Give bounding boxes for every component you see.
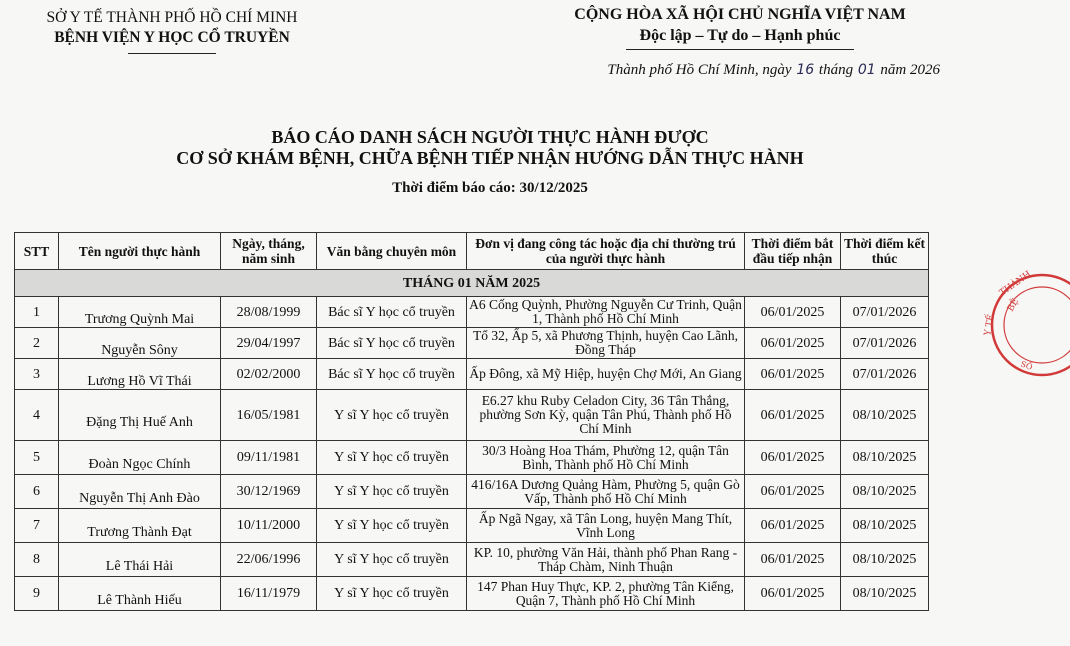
row-start-date: 06/01/2025: [745, 297, 841, 328]
report-title-line1: BÁO CÁO DANH SÁCH NGƯỜI THỰC HÀNH ĐƯỢC: [271, 127, 709, 147]
row-degree: Y sĩ Y học cổ truyền: [317, 441, 467, 475]
row-degree: Y sĩ Y học cổ truyền: [317, 543, 467, 577]
row-name: Đặng Thị Huế Anh: [59, 390, 221, 441]
col-header-name: Tên người thực hành: [59, 233, 221, 270]
row-name: Nguyễn Thị Anh Đào: [59, 475, 221, 509]
svg-text:THÀNH: THÀNH: [997, 269, 1034, 299]
month-group-row: [15, 270, 929, 297]
row-unit: 147 Phan Huy Thực, KP. 2, phường Tân Kiểng, Quận 7, Thành phố Hồ Chí Minh: [467, 577, 745, 611]
issuer-department: SỞ Y TẾ THÀNH PHỐ HỒ CHÍ MINH: [46, 9, 298, 26]
document-date: [540, 62, 940, 79]
row-dob: 16/11/1979: [221, 577, 317, 611]
row-stt: 4: [15, 390, 59, 441]
row-end-date: 07/01/2026: [841, 328, 929, 359]
stamp-seal-icon: [980, 266, 1070, 384]
table-header-row: [15, 233, 929, 270]
official-red-stamp: [980, 266, 1034, 384]
table-row: [15, 543, 929, 577]
col-header-degree: Văn bằng chuyên môn: [317, 233, 467, 270]
row-stt: 9: [15, 577, 59, 611]
date-month-handwritten: 01: [857, 62, 876, 78]
col-header-start: Thời điểm bắt đầu tiếp nhận: [745, 233, 841, 270]
row-end-date: 08/10/2025: [841, 390, 929, 441]
date-month-word: tháng: [818, 62, 854, 78]
row-unit: Ấp Ngã Ngay, xã Tân Long, huyện Mang Thít, Vĩnh Long: [467, 509, 745, 543]
row-stt: 5: [15, 441, 59, 475]
row-start-date: 06/01/2025: [745, 328, 841, 359]
report-title-line2: CƠ SỞ KHÁM BỆNH, CHỮA BỆNH TIẾP NHẬN HƯỚNG DẪN THỰC HÀNH: [176, 148, 804, 168]
table-row: [15, 390, 929, 441]
col-header-end: Thời điểm kết thúc: [841, 233, 929, 270]
table-row: [15, 359, 929, 390]
issuer-block: [22, 8, 322, 54]
row-name: Nguyễn Sôny: [59, 328, 221, 359]
col-header-dob: Ngày, tháng, năm sinh: [221, 233, 317, 270]
motto-underline: [626, 49, 854, 50]
row-unit: Ấp Đông, xã Mỹ Hiệp, huyện Chợ Mới, An Giang: [467, 359, 745, 390]
report-date: Thời điểm báo cáo: 30/12/2025: [392, 180, 588, 196]
month-group-label: THÁNG 01 NĂM 2025: [15, 270, 929, 297]
table-row: [15, 475, 929, 509]
row-unit: Tổ 32, Ấp 5, xã Phương Thịnh, huyện Cao Lãnh, Đồng Tháp: [467, 328, 745, 359]
issuer-underline: [128, 53, 216, 54]
table-row: [15, 577, 929, 611]
row-end-date: 08/10/2025: [841, 509, 929, 543]
svg-text:Y TẾ: Y TẾ: [983, 313, 997, 337]
col-header-unit: Đơn vị đang công tác hoặc địa chỉ thường trú của người thực hành: [467, 233, 745, 270]
row-end-date: 08/10/2025: [841, 543, 929, 577]
issuer-hospital: BỆNH VIỆN Y HỌC CỔ TRUYỀN: [54, 29, 290, 46]
table-row: [15, 509, 929, 543]
row-start-date: 06/01/2025: [745, 359, 841, 390]
row-start-date: 06/01/2025: [745, 577, 841, 611]
row-degree: Y sĩ Y học cổ truyền: [317, 475, 467, 509]
row-unit: 30/3 Hoàng Hoa Thám, Phường 12, quận Tân Bình, Thành phố Hồ Chí Minh: [467, 441, 745, 475]
row-dob: 09/11/1981: [221, 441, 317, 475]
practitioner-table: [14, 232, 929, 611]
table-row: [15, 297, 929, 328]
row-end-date: 08/10/2025: [841, 577, 929, 611]
row-dob: 22/06/1996: [221, 543, 317, 577]
report-title: [100, 127, 880, 169]
row-degree: Y sĩ Y học cổ truyền: [317, 577, 467, 611]
row-stt: 3: [15, 359, 59, 390]
row-dob: 28/08/1999: [221, 297, 317, 328]
row-degree: Bác sĩ Y học cổ truyền: [317, 328, 467, 359]
row-end-date: 07/01/2026: [841, 359, 929, 390]
row-start-date: 06/01/2025: [745, 441, 841, 475]
date-day-handwritten: 16: [796, 62, 815, 78]
row-start-date: 06/01/2025: [745, 390, 841, 441]
row-dob: 30/12/1969: [221, 475, 317, 509]
nation-name: CỘNG HÒA XÃ HỘI CHỦ NGHĨA VIỆT NAM: [574, 6, 906, 23]
row-degree: Y sĩ Y học cổ truyền: [317, 509, 467, 543]
svg-text:BỆ: BỆ: [1005, 297, 1022, 314]
row-name: Lê Thái Hải: [59, 543, 221, 577]
table-row: [15, 441, 929, 475]
row-dob: 29/04/1997: [221, 328, 317, 359]
date-year: năm 2026: [880, 62, 940, 78]
row-degree: Bác sĩ Y học cổ truyền: [317, 359, 467, 390]
row-start-date: 06/01/2025: [745, 475, 841, 509]
row-stt: 7: [15, 509, 59, 543]
row-dob: 16/05/1981: [221, 390, 317, 441]
row-name: Đoàn Ngọc Chính: [59, 441, 221, 475]
row-start-date: 06/01/2025: [745, 543, 841, 577]
row-end-date: 08/10/2025: [841, 441, 929, 475]
row-dob: 02/02/2000: [221, 359, 317, 390]
row-degree: Bác sĩ Y học cổ truyền: [317, 297, 467, 328]
row-name: Lương Hồ Vĩ Thái: [59, 359, 221, 390]
row-start-date: 06/01/2025: [745, 509, 841, 543]
row-degree: Y sĩ Y học cổ truyền: [317, 390, 467, 441]
row-name: Trương Thành Đạt: [59, 509, 221, 543]
date-prefix: Thành phố Hồ Chí Minh, ngày: [607, 62, 792, 78]
svg-text:SỐ: SỐ: [1019, 359, 1034, 372]
col-header-stt: STT: [15, 233, 59, 270]
row-end-date: 08/10/2025: [841, 475, 929, 509]
nation-motto: Độc lập – Tự do – Hạnh phúc: [639, 27, 841, 44]
row-stt: 6: [15, 475, 59, 509]
row-stt: 1: [15, 297, 59, 328]
row-name: Trương Quỳnh Mai: [59, 297, 221, 328]
row-dob: 10/11/2000: [221, 509, 317, 543]
row-unit: A6 Cống Quỳnh, Phường Nguyễn Cư Trinh, Quận 1, Thành phố Hồ Chí Minh: [467, 297, 745, 328]
national-motto-block: [540, 4, 940, 50]
row-unit: 416/16A Dương Quảng Hàm, Phường 5, quận Gò Vấp, Thành phố Hồ Chí Minh: [467, 475, 745, 509]
row-stt: 2: [15, 328, 59, 359]
row-stt: 8: [15, 543, 59, 577]
row-name: Lê Thành Hiếu: [59, 577, 221, 611]
table-row: [15, 328, 929, 359]
row-unit: E6.27 khu Ruby Celadon City, 36 Tân Thắng, phường Sơn Kỳ, quận Tân Phú, Thành phố Hồ Chí Minh: [467, 390, 745, 441]
row-end-date: 07/01/2026: [841, 297, 929, 328]
row-unit: KP. 10, phường Văn Hải, thành phố Phan Rang - Tháp Chàm, Ninh Thuận: [467, 543, 745, 577]
